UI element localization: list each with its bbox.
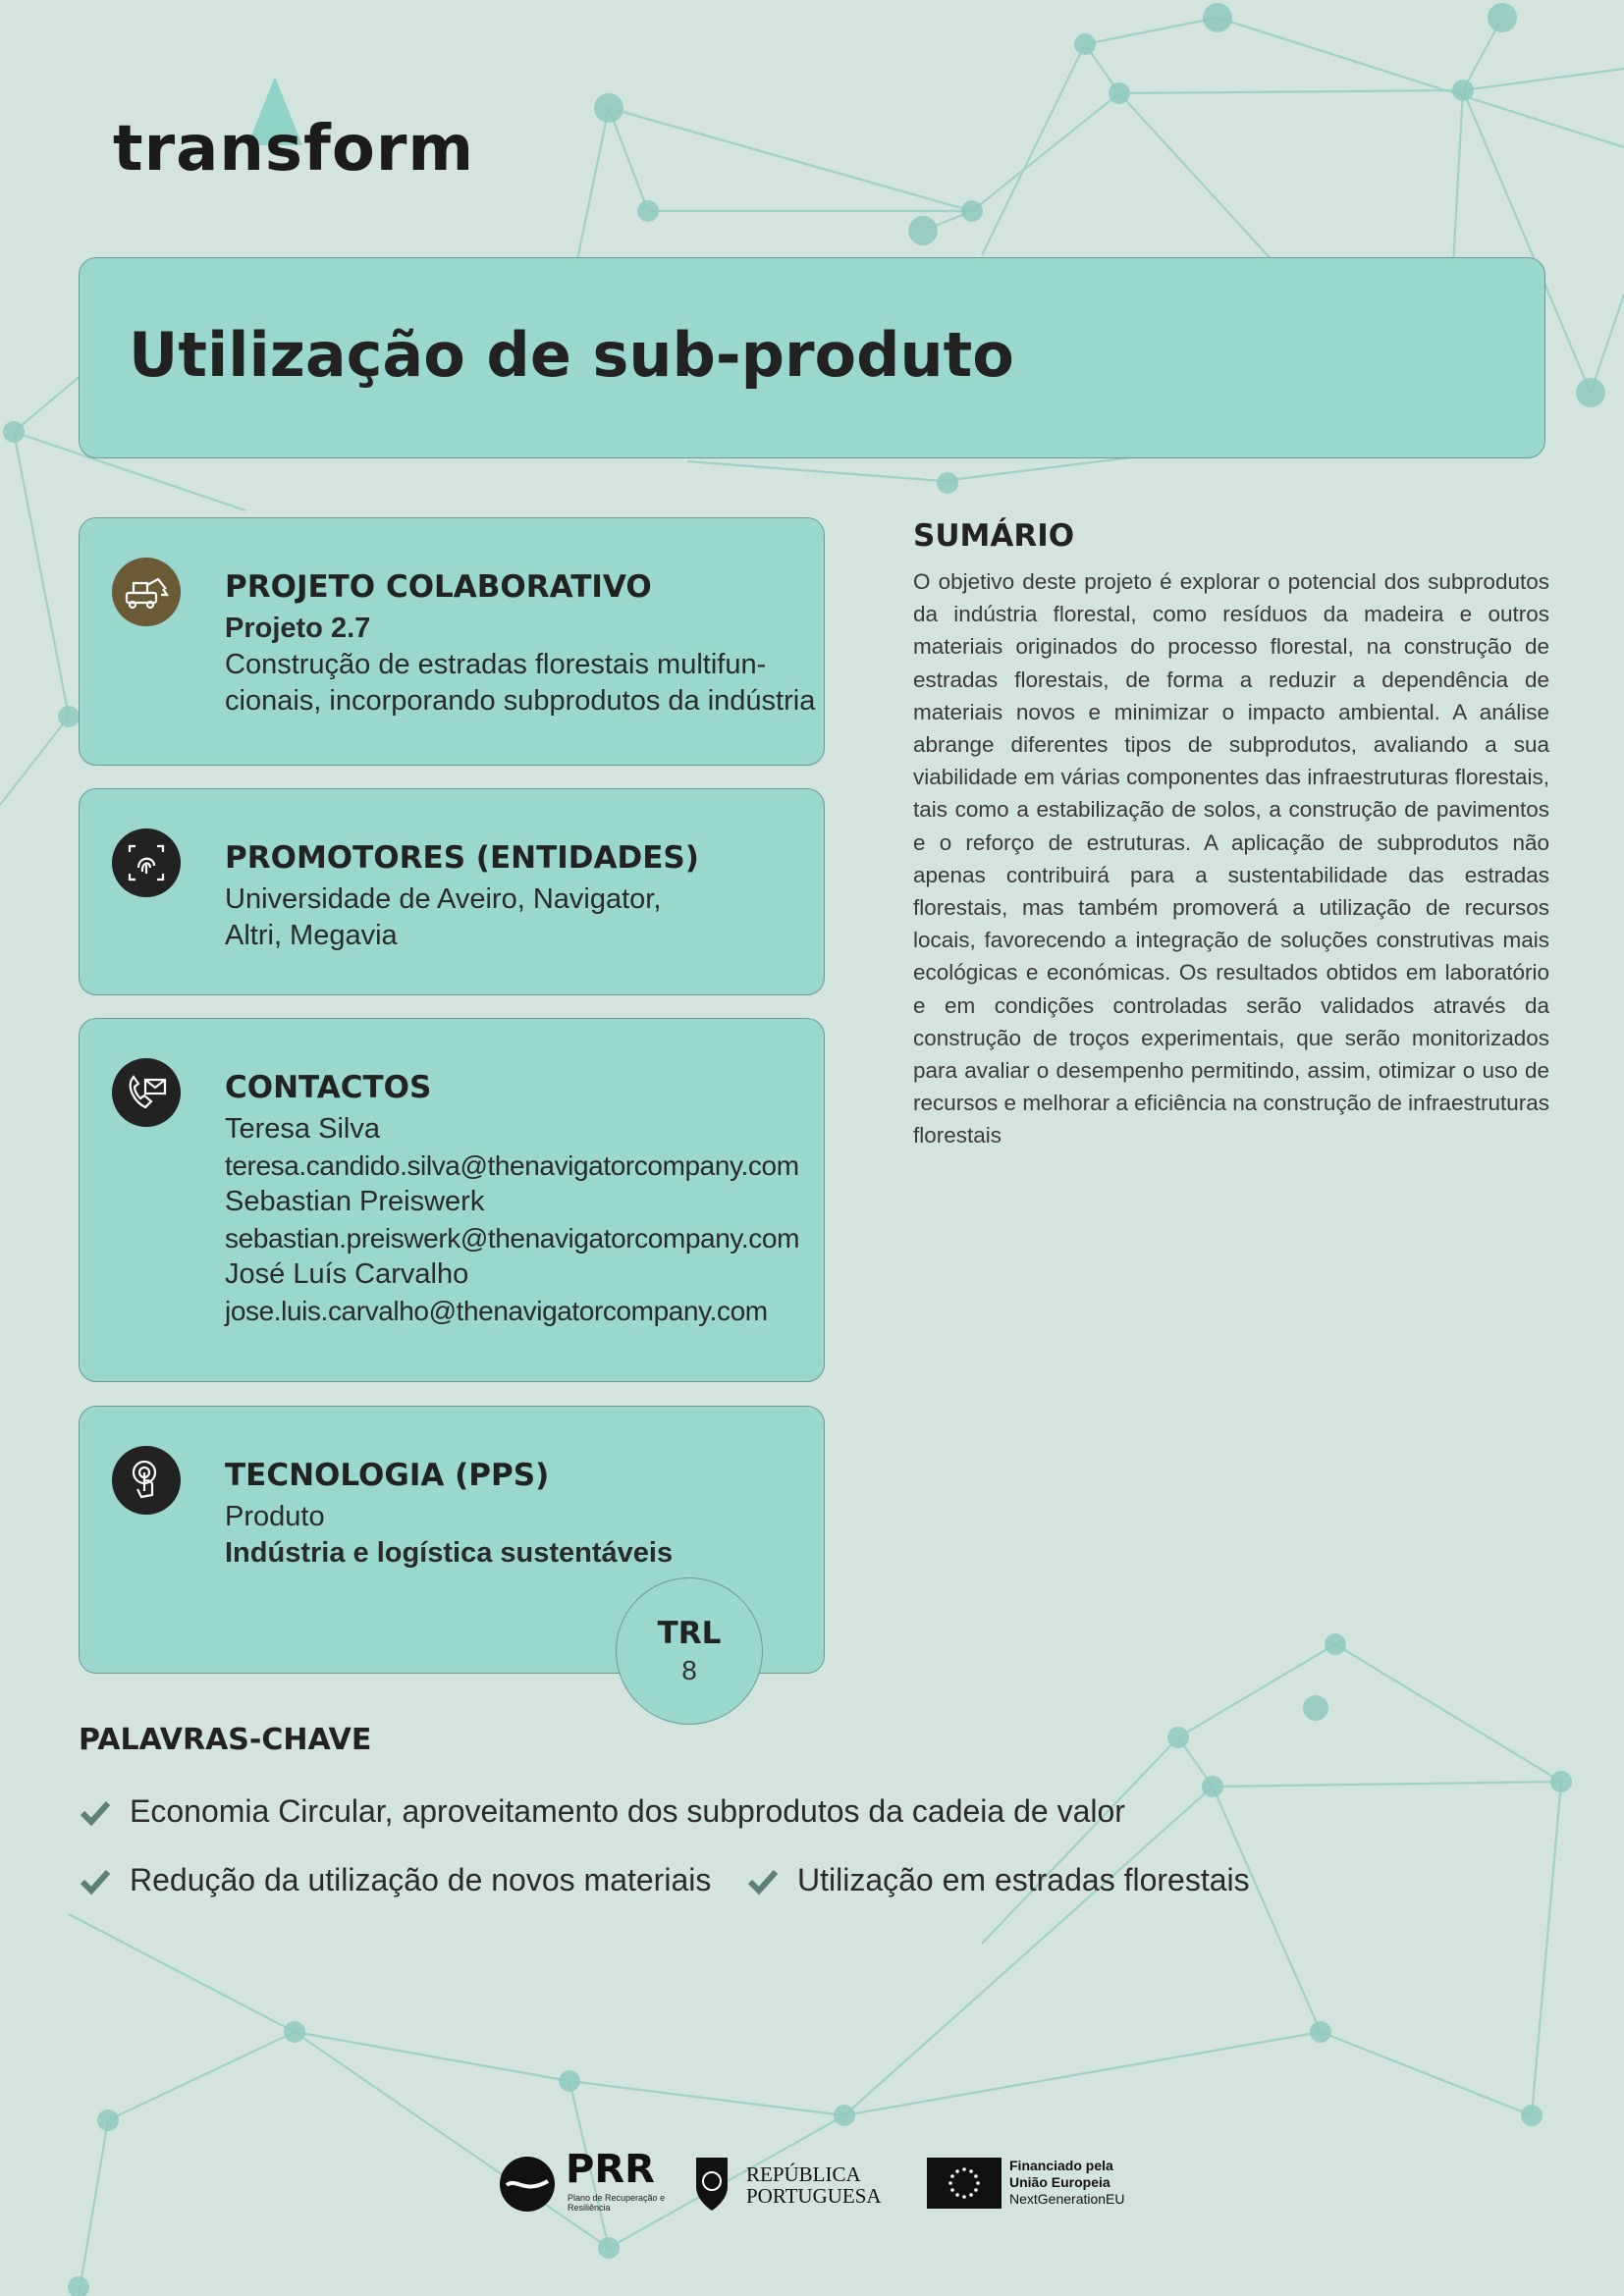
- keyword-text: Utilização em estradas florestais: [797, 1862, 1250, 1897]
- check-icon: [746, 1864, 780, 1897]
- card-contactos: [79, 1018, 825, 1382]
- keyword-text: Economia Circular, aproveitamento dos subprodutos da cadeia de valor: [130, 1793, 1125, 1829]
- keyword-text: Redução da utilização de novos materiais: [130, 1862, 712, 1897]
- eu-line2: União Europeia: [1009, 2174, 1110, 2190]
- trl-label: TRL: [657, 1616, 722, 1651]
- tecnologia-type: Produto: [225, 1501, 325, 1532]
- republica-portuguesa-text: [746, 2163, 882, 2207]
- contactos-heading: CONTACTOS: [225, 1070, 432, 1105]
- promotores-line2: Altri, Megavia: [225, 920, 398, 951]
- trl-value: 8: [681, 1655, 697, 1685]
- excavator-icon: [112, 558, 181, 626]
- projeto-code: Projeto 2.7: [225, 613, 371, 644]
- projeto-heading: PROJETO COLABORATIVO: [225, 569, 652, 605]
- contact-name: Teresa Silva: [225, 1113, 380, 1145]
- contact-email[interactable]: teresa.candido.silva@thenavigatorcompany.com: [225, 1150, 799, 1181]
- tecnologia-heading: TECNOLOGIA (PPS): [225, 1458, 550, 1493]
- logo-wordmark: transform: [113, 113, 475, 186]
- fingerprint-icon: [112, 828, 181, 897]
- keyword-item: [79, 1793, 1125, 1830]
- projeto-desc-line1: Construção de estradas florestais multifun-: [225, 649, 767, 680]
- check-icon: [79, 1795, 112, 1829]
- summary-text: O objetivo deste projeto é explorar o potencial dos subprodutos da indústria florestal, como resíduos da madeira e outros materiais originados do processo florestal, na construção de estradas florestais, de forma a reduzir a dependência de materiais novos e minimizar o impacto ambiental. A análise abrange diferentes tipos de subprodutos, avaliando a sua viabilidade em várias componentes das infraestruturas florestais, tais como a estabilização de solos, a construção de pavimentos e o reforço de estruturas. A aplicação de subprodutos não apenas contribuirá para a sustentabilidade das estradas florestais, mas também promoverá a utilização de recursos locais, favorecendo a integração de soluções construtivas mais ecológicas e económicas. Os resultados obtidos em laboratório e em condições controladas serão validados através da construção de troços experimentais, que serão monitorizados para avaliar o desempenho permitindo, assim, otimizar o uso de recursos e melhorar a eficiência na construção de infraestruturas florestais: [913, 569, 1549, 1148]
- touch-hand-icon: [112, 1446, 181, 1515]
- phone-mail-icon: [112, 1058, 181, 1127]
- card-promotores: [79, 788, 825, 995]
- trl-badge: [616, 1577, 763, 1725]
- eu-flag-icon: [927, 2158, 1001, 2209]
- eu-funding-text: [1009, 2158, 1125, 2208]
- prr-logo-subtitle: Plano de Recuperação e Resiliência: [568, 2193, 666, 2213]
- eu-line3: NextGenerationEU: [1009, 2191, 1125, 2207]
- promotores-heading: PROMOTORES (ENTIDADES): [225, 840, 699, 876]
- rp-line1: REPÚBLICA: [746, 2163, 861, 2186]
- keywords-heading: PALAVRAS-CHAVE: [79, 1723, 372, 1757]
- page-title: Utilização de sub-produto: [129, 319, 1014, 391]
- keyword-item: [746, 1862, 1250, 1898]
- summary-heading: SUMÁRIO: [913, 518, 1075, 554]
- contact-email[interactable]: sebastian.preiswerk@thenavigatorcompany.com: [225, 1223, 799, 1254]
- transform-logo: [113, 77, 475, 189]
- prr-logo-icon: [499, 2156, 556, 2213]
- contact-email[interactable]: jose.luis.carvalho@thenavigatorcompany.com: [225, 1296, 768, 1326]
- rp-line2: PORTUGUESA: [746, 2184, 882, 2208]
- summary-section: [913, 518, 1549, 1152]
- keyword-item: [79, 1862, 711, 1898]
- card-projeto-colaborativo: [79, 517, 825, 766]
- tecnologia-area: Indústria e logística sustentáveis: [225, 1537, 674, 1569]
- contact-name: José Luís Carvalho: [225, 1258, 469, 1290]
- eu-line1: Financiado pela: [1009, 2158, 1113, 2173]
- title-banner: [79, 257, 1545, 458]
- contact-name: Sebastian Preiswerk: [225, 1186, 485, 1217]
- promotores-line1: Universidade de Aveiro, Navigator,: [225, 883, 662, 915]
- prr-logo-text: PRR: [566, 2147, 655, 2192]
- republica-portuguesa-emblem-icon: [690, 2154, 733, 2215]
- check-icon: [79, 1864, 112, 1897]
- funding-footer: [499, 2147, 1127, 2218]
- projeto-desc-line2: cionais, incorporando subprodutos da indústria: [225, 685, 816, 717]
